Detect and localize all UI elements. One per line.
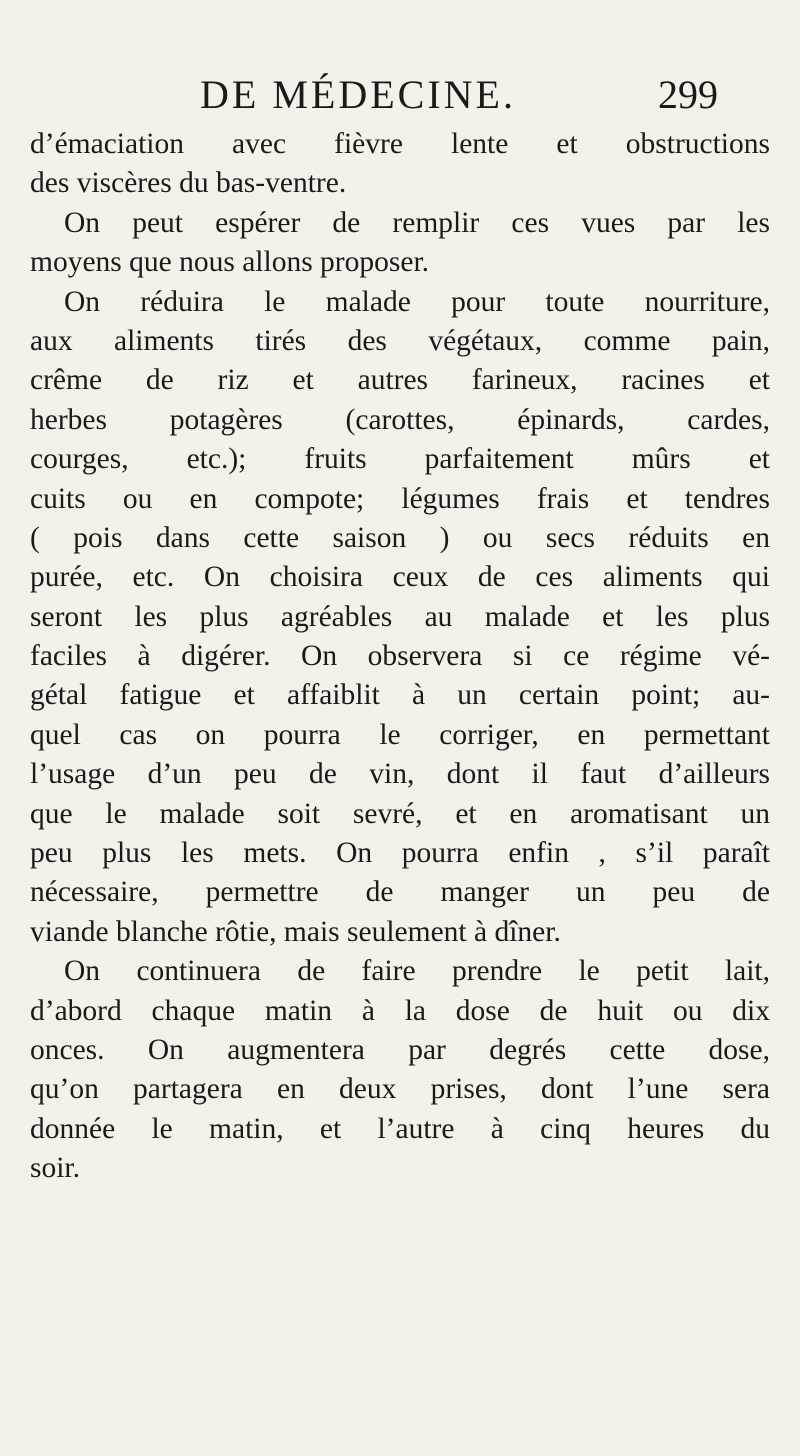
text-line: gétal fatigue et affaiblit à un certain point; au- [30, 679, 770, 712]
text-line: peu plus les mets. On pourra enfin , s’il paraît [30, 837, 770, 870]
text-line: purée, etc. On choisira ceux de ces aliments qui [30, 561, 770, 594]
text-line: d’émaciation avec fièvre lente et obstructions [30, 128, 770, 160]
text-line: crême de riz et autres farineux, racines et [30, 364, 770, 397]
text-line: aux aliments tirés des végétaux, comme pain, [30, 324, 770, 357]
text-line: qu’on partagera en deux prises, dont l’une sera [30, 1073, 770, 1106]
text-line: quel cas on pourra le corriger, en permettant [30, 718, 770, 751]
text-line: d’abord chaque matin à la dose de huit ou dix [30, 994, 770, 1027]
text-line: faciles à digérer. On observera si ce régime vé- [30, 640, 770, 673]
text-line: ( pois dans cette saison ) ou secs réduits en [30, 521, 770, 554]
text-line: cuits ou en compote; légumes frais et tendres [30, 482, 770, 515]
body-text [30, 125, 770, 1189]
page-number: 299 [658, 72, 718, 117]
text-line: que le malade soit sevré, et en aromatisant un [30, 797, 770, 830]
running-head [0, 70, 800, 120]
text-line: onces. On augmentera par degrés cette dose, [30, 1033, 770, 1066]
text-line: On réduira le malade pour toute nourriture, [64, 285, 770, 318]
text-line: courges, etc.); fruits parfaitement mûrs et [30, 443, 770, 476]
text-line: des viscères du bas-ventre. [30, 167, 347, 200]
text-line: herbes potagères (carottes, épinards, cardes, [30, 403, 770, 436]
text-line: On peut espérer de remplir ces vues par les [64, 206, 770, 239]
text-line: nécessaire, permettre de manger un peu de [30, 876, 770, 909]
text-line: l’usage d’un peu de vin, dont il faut d’ailleurs [30, 758, 770, 791]
running-title: DE MÉDECINE. [200, 72, 516, 117]
text-line: seront les plus agréables au malade et les plus [30, 600, 770, 633]
text-line: viande blanche rôtie, mais seulement à dîner. [30, 915, 561, 948]
text-line: donnée le matin, et l’autre à cinq heures du [30, 1112, 770, 1145]
text-line: On continuera de faire prendre le petit lait, [64, 955, 770, 988]
text-line: moyens que nous allons proposer. [30, 246, 430, 279]
text-line: soir. [30, 1152, 80, 1185]
